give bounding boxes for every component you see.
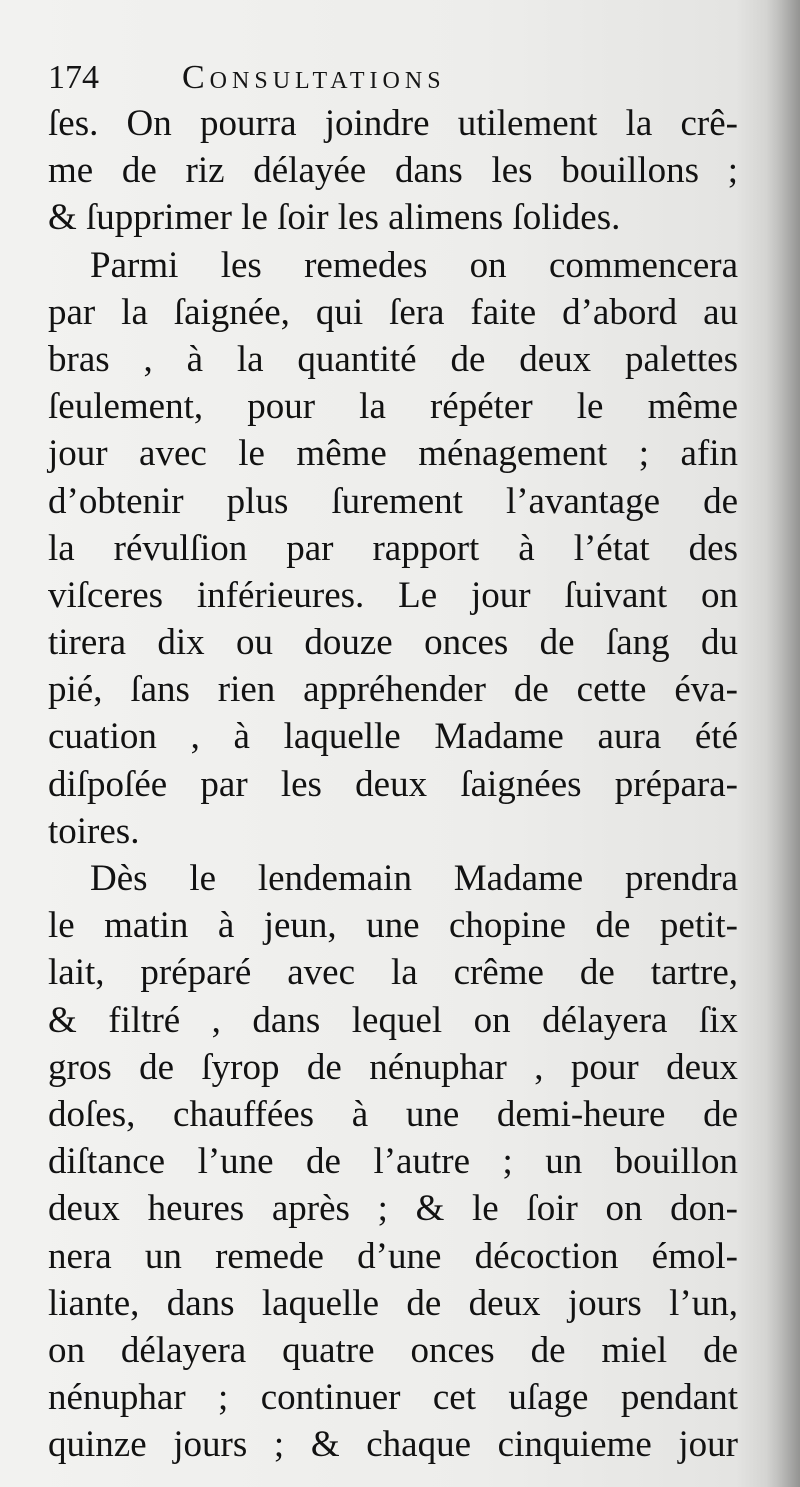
page-number: 174 <box>48 59 99 96</box>
text-line: on délayera quatre onces de miel de <box>48 1329 738 1371</box>
text-line: viſceres inférieures. Le jour ſuivant on <box>48 574 738 616</box>
text-line: jour avec le même ménagement ; afin <box>48 433 738 475</box>
text-line: toires. <box>48 810 140 852</box>
text-line: ſes. On pourra joindre utilement la crê- <box>48 103 738 144</box>
text-line: doſes, chauffées à une demi-heure de <box>48 1093 738 1135</box>
text-line: par la ſaignée, qui ſera faite d’abord au <box>48 291 738 333</box>
text-line: la révulſion par rapport à l’état des <box>48 527 738 569</box>
text-line: me de riz délayée dans les bouillons ; <box>48 150 738 192</box>
text-line: nera un remede d’une décoction émol- <box>48 1235 738 1277</box>
text-line: diſtance l’une de l’autre ; un bouillon <box>48 1141 738 1183</box>
text-line: gros de ſyrop de nénuphar , pour deux <box>48 1046 738 1088</box>
text-line: bras , à la quantité de deux palettes <box>48 338 738 380</box>
text-line: & filtré , dans lequel on délayera ſix <box>48 999 738 1041</box>
text-line: nénuphar ; continuer cet uſage pendant <box>48 1377 738 1419</box>
text-line: diſpoſée par les deux ſaignées prépara- <box>48 763 738 805</box>
running-head: Consultations <box>182 59 446 96</box>
text-line: quinze jours ; & chaque cinquieme jour <box>48 1424 738 1466</box>
text-line: deux heures après ; & le ſoir on don- <box>48 1188 738 1230</box>
paragraph-first-line: Dès le lendemain Madame prendra <box>90 858 738 899</box>
text-line: lait, préparé avec la crême de tartre, <box>48 952 738 994</box>
text-line: & ſupprimer le ſoir les alimens ſolides. <box>48 197 621 239</box>
text-line: le matin à jeun, une chopine de petit- <box>48 905 738 947</box>
text-line: tirera dix ou douze onces de ſang du <box>48 622 738 664</box>
text-line: ſeulement, pour la répéter le même <box>48 386 738 428</box>
text-line: pié, ſans rien appréhender de cette éva- <box>48 669 738 711</box>
page-header <box>48 54 728 102</box>
page-gutter-shadow <box>766 0 800 1487</box>
paragraph-first-line: Parmi les remedes on commencera <box>90 244 738 286</box>
text-line: d’obtenir plus ſurement l’avantage de <box>48 480 738 522</box>
text-line: cuation , à laquelle Madame aura été <box>48 716 738 758</box>
page-body-text <box>48 100 738 1468</box>
text-line: liante, dans laquelle de deux jours l’un, <box>48 1282 738 1324</box>
